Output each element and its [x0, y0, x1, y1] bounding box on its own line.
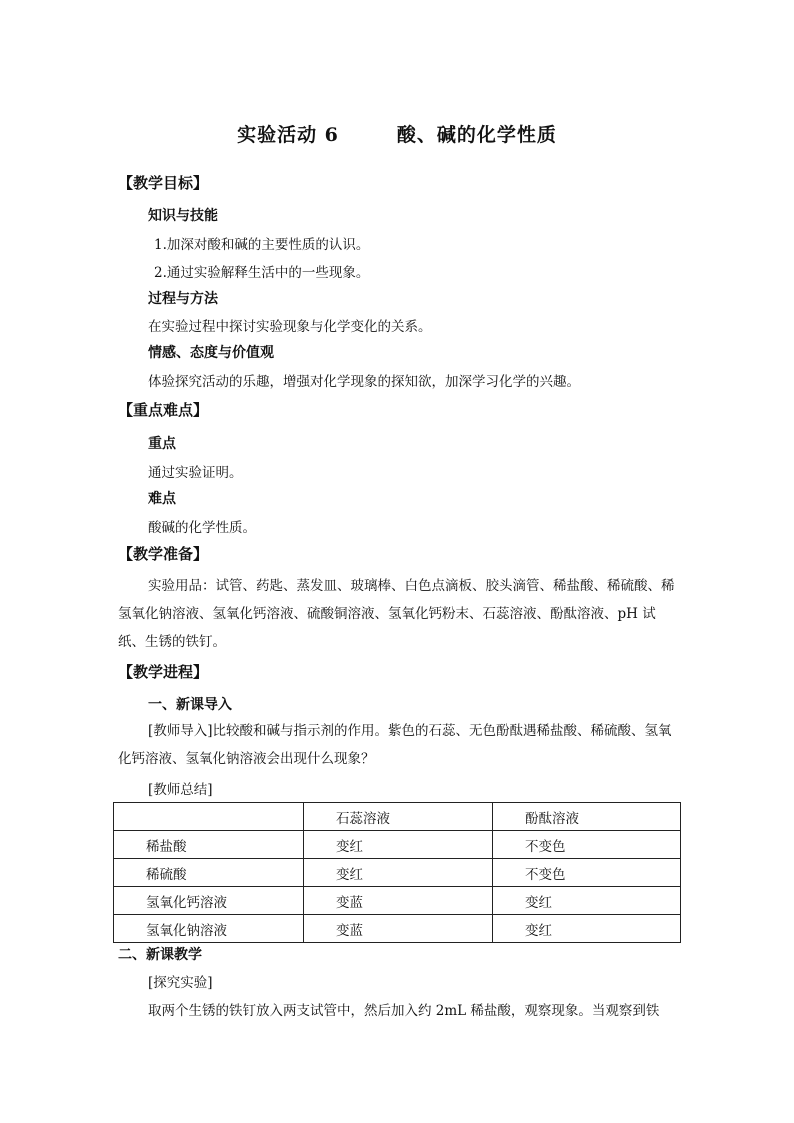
difficulty-text: 酸碱的化学性质。 — [148, 520, 256, 536]
table-cell: 稀盐酸 — [114, 831, 304, 859]
table-cell: 不变色 — [493, 831, 681, 859]
subheading-new-lesson-teaching: 二、新课教学 — [118, 947, 202, 963]
table-row — [114, 859, 681, 887]
intro-text — [118, 717, 678, 773]
table-cell: 氢氧化钠溶液 — [114, 915, 304, 943]
table-cell: 变红 — [304, 831, 493, 859]
emotion-text: 体验探究活动的乐趣，增强对化学现象的探知欲，加深学习化学的兴趣。 — [148, 374, 580, 390]
subheading-focus: 重点 — [148, 436, 176, 452]
intro-paragraph: [教师导入]比较酸和碱与指示剂的作用。紫色的石蕊、无色酚酞遇稀盐酸、稀硫酸、氢氧化钙溶液、氢氧化钠溶液会出现什么现象？ — [118, 723, 672, 767]
table-header-row — [114, 803, 681, 831]
knowledge-item-1: 1.加深对酸和碱的主要性质的认识。 — [154, 237, 370, 253]
table-cell: 氢氧化钙溶液 — [114, 887, 304, 915]
explore-text: 取两个生锈的铁钉放入两支试管中，然后加入约 2mL 稀盐酸，观察现象。当观察到铁 — [148, 1003, 660, 1019]
table-header-cell: 酚酞溶液 — [493, 803, 681, 831]
title-right: 酸、碱的化学性质 — [396, 124, 557, 146]
explore-label: [探究实验] — [148, 975, 213, 991]
preparation-text — [118, 572, 678, 656]
table-row — [114, 887, 681, 915]
process-method-text: 在实验过程中探讨实验现象与化学变化的关系。 — [148, 319, 432, 335]
heading-key-points: 【重点难点】 — [118, 401, 209, 419]
subheading-emotion: 情感、态度与价值观 — [148, 345, 274, 361]
table-row — [114, 915, 681, 943]
table-cell: 变红 — [304, 859, 493, 887]
knowledge-item-2: 2.通过实验解释生活中的一些现象。 — [154, 265, 370, 281]
table-cell: 不变色 — [493, 859, 681, 887]
heading-teaching-process: 【教学进程】 — [118, 663, 209, 681]
heading-teaching-goals: 【教学目标】 — [118, 174, 209, 192]
table-cell: 变蓝 — [304, 887, 493, 915]
summary-label: [教师总结] — [148, 782, 213, 798]
page-title — [0, 120, 794, 147]
table-row — [114, 831, 681, 859]
title-left: 实验活动 6 — [237, 124, 339, 146]
subheading-knowledge: 知识与技能 — [148, 208, 218, 224]
table-header-cell — [114, 803, 304, 831]
table-cell: 变红 — [493, 887, 681, 915]
table-cell: 变蓝 — [304, 915, 493, 943]
subheading-process-method: 过程与方法 — [148, 291, 218, 307]
indicator-results-table — [113, 802, 681, 943]
heading-preparation: 【教学准备】 — [118, 545, 209, 563]
table-cell: 稀硫酸 — [114, 859, 304, 887]
table-cell: 变红 — [493, 915, 681, 943]
table-header-cell: 石蕊溶液 — [304, 803, 493, 831]
focus-text: 通过实验证明。 — [148, 465, 243, 481]
subheading-difficulty: 难点 — [148, 491, 176, 507]
subheading-new-lesson-intro: 一、新课导入 — [148, 697, 232, 713]
preparation-paragraph: 实验用品：试管、药匙、蒸发皿、玻璃棒、白色点滴板、胶头滴管、稀盐酸、稀硫酸、稀氢氧化钠溶液、氢氧化钙溶液、硫酸铜溶液、氢氧化钙粉末、石蕊溶液、酚酞溶液、pH 试纸、生锈的铁钉。 — [118, 578, 675, 650]
